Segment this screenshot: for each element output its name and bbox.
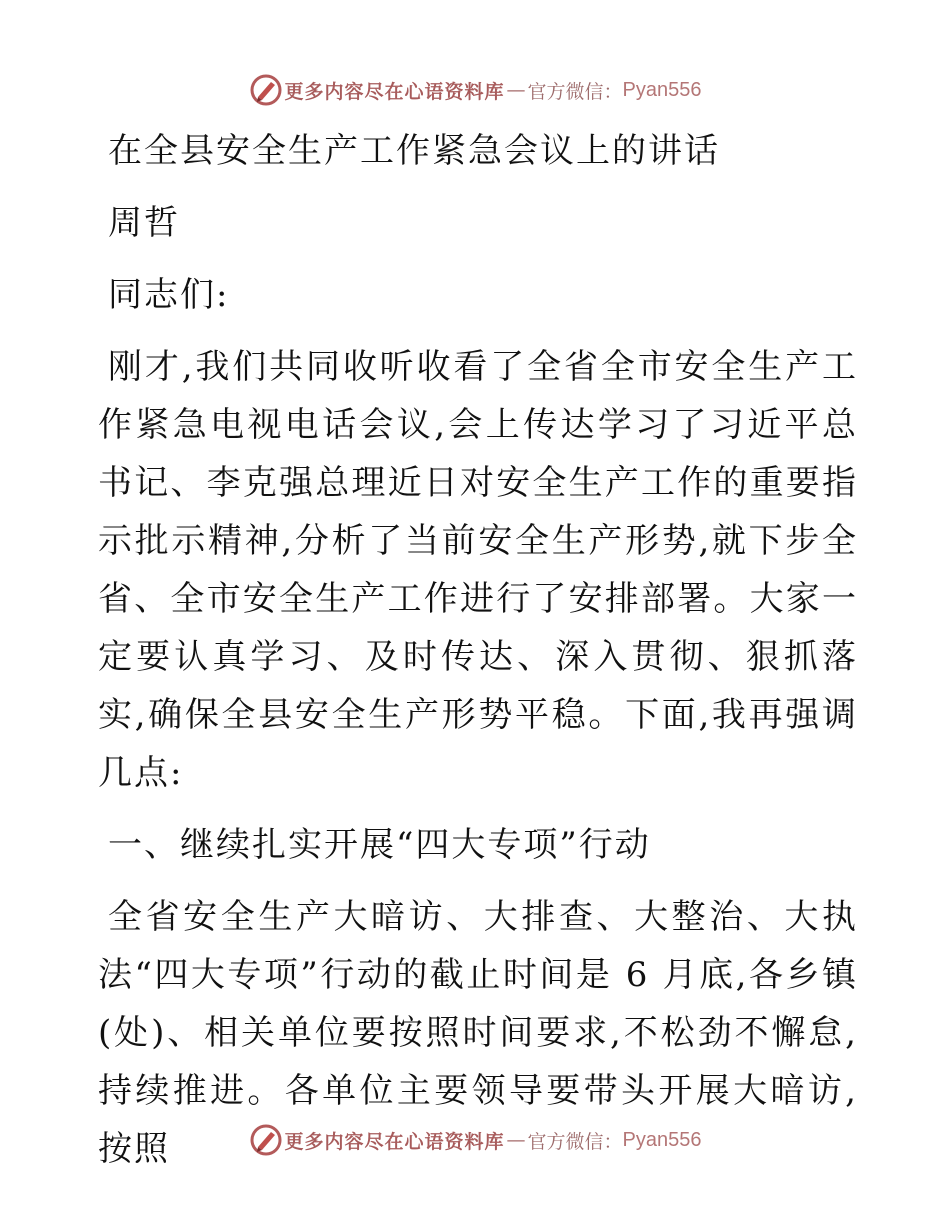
watermark-wechat-label: 官方微信： — [527, 1130, 623, 1153]
watermark-dash: — — [506, 1129, 526, 1151]
section-heading-1: 一、继续扎实开展“四大专项”行动 — [108, 825, 651, 865]
pen-logo-icon — [249, 73, 283, 107]
watermark-wechat-label: 官方微信： — [527, 80, 623, 103]
watermark-dash: — — [506, 79, 526, 101]
document-author: 周哲 — [108, 203, 180, 243]
paragraph-section-1: 全省安全生产大暗访、大排查、大整治、大执法“四大专项”行动的截止时间是 6 月底,各乡镇(处)、相关单位要按照时间要求,不松劲不懈怠,持续推进。各单位主要领导要带头开展大暗访,按照 — [98, 897, 858, 1169]
document-title: 在全县安全生产工作紧急会议上的讲话 — [108, 131, 720, 171]
watermark-wechat-id: Pyan556 — [622, 1128, 702, 1151]
footer-watermark — [0, 1120, 950, 1160]
header-watermark — [0, 70, 950, 110]
watermark-site-name: 更多内容尽在心语资料库 — [284, 1130, 505, 1153]
salutation: 同志们: — [108, 275, 230, 315]
paragraph-intro: 刚才,我们共同收听收看了全省全市安全生产工作紧急电视电话会议,会上传达学习了习近平总书记、李克强总理近日对安全生产工作的重要指示批示精神,分析了当前安全生产形势,就下步全省、全市安全生产工作进行了安排部署。大家一定要认真学习、及时传达、深入贯彻、狠抓落实,确保全县安全生产形势平稳。下面,我再强调几点: — [98, 347, 858, 793]
pen-logo-icon — [249, 1123, 283, 1157]
document-body — [98, 122, 858, 1192]
watermark-wechat-id: Pyan556 — [622, 78, 702, 101]
watermark-site-name: 更多内容尽在心语资料库 — [284, 80, 505, 103]
